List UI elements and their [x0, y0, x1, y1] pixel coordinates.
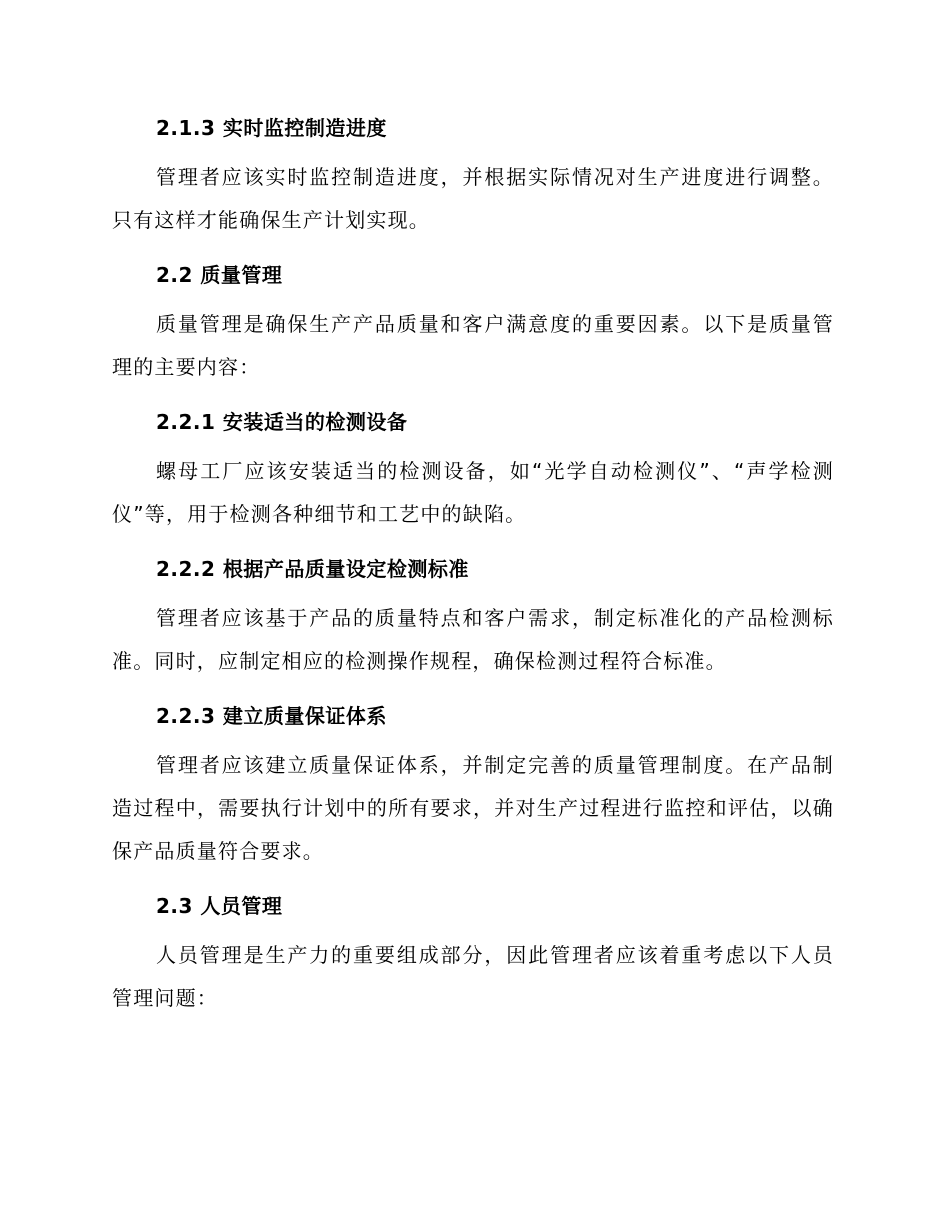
paragraph-personnel-intro: 人员管理是生产力的重要组成部分，因此管理者应该着重考虑以下人员管理问题：	[112, 943, 834, 1010]
heading-2-1-3: 2.1.3 实时监控制造进度	[156, 116, 387, 140]
document-body	[112, 110, 834, 1035]
heading-2-2-3: 2.2.3 建立质量保证体系	[156, 704, 387, 728]
heading-2-2: 2.2 质量管理	[156, 263, 283, 287]
heading-2-2-2: 2.2.2 根据产品质量设定检测标准	[156, 557, 469, 581]
paragraph-quality-intro: 质量管理是确保生产产品质量和客户满意度的重要因素。以下是质量管理的主要内容：	[112, 312, 834, 379]
paragraph-monitor-progress: 管理者应该实时监控制造进度，并根据实际情况对生产进度进行调整。只有这样才能确保生产计划实现。	[112, 165, 834, 232]
heading-2-2-1: 2.2.1 安装适当的检测设备	[156, 410, 408, 434]
heading-2-3: 2.3 人员管理	[156, 894, 283, 918]
paragraph-detection-standards: 管理者应该基于产品的质量特点和客户需求，制定标准化的产品检测标准。同时，应制定相应的检测操作规程，确保检测过程符合标准。	[112, 606, 834, 673]
paragraph-detection-equipment: 螺母工厂应该安装适当的检测设备，如“光学自动检测仪”、“声学检测仪”等，用于检测各种细节和工艺中的缺陷。	[112, 459, 834, 526]
paragraph-quality-assurance: 管理者应该建立质量保证体系，并制定完善的质量管理制度。在产品制造过程中，需要执行计划中的所有要求，并对生产过程进行监控和评估，以确保产品质量符合要求。	[112, 753, 834, 863]
